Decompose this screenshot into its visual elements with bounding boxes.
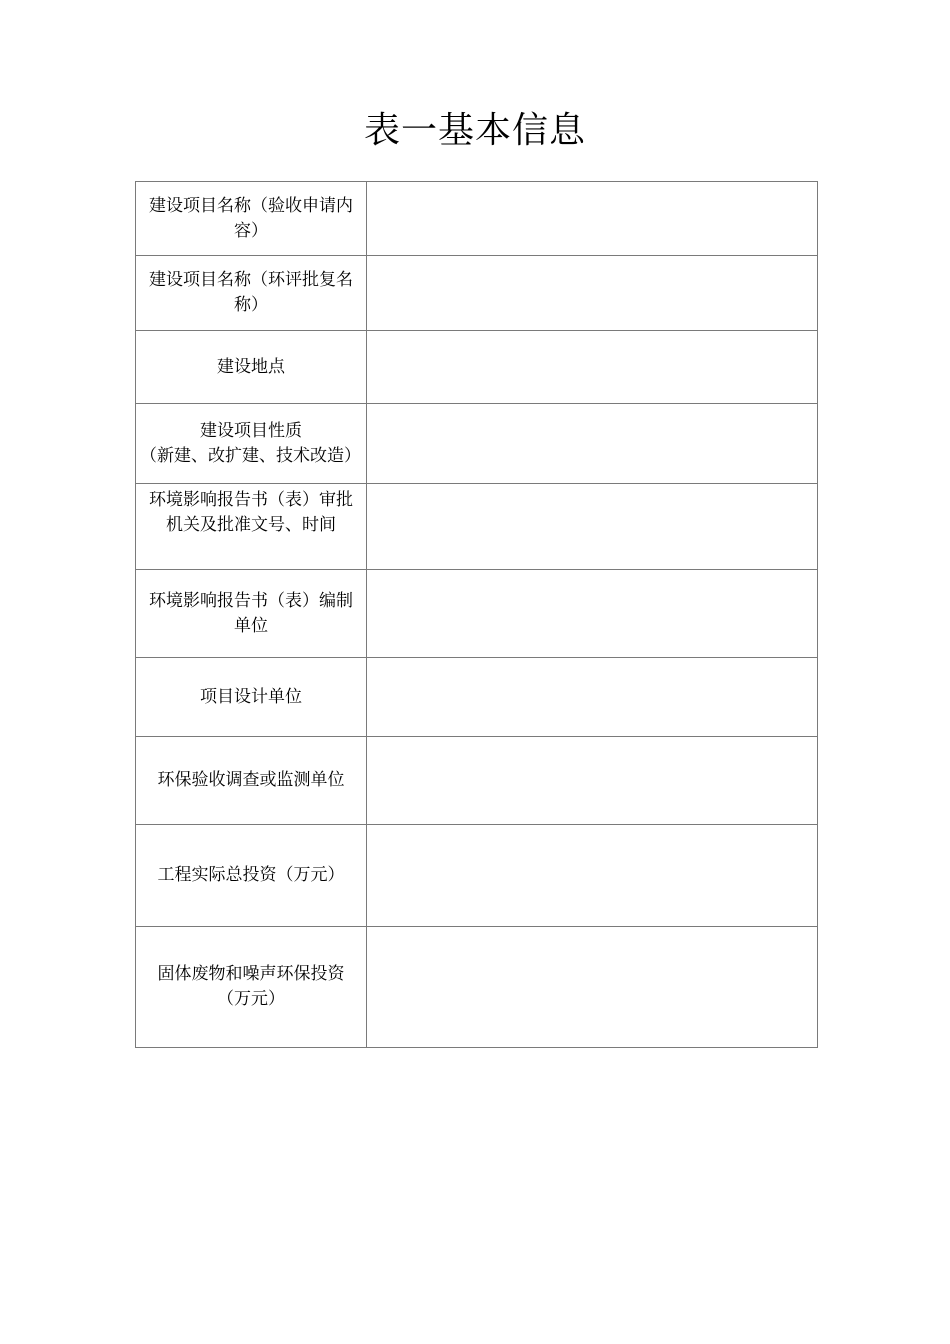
table-row bbox=[136, 484, 818, 570]
row-label-project-name-eia: 建设项目名称（环评批复名称） bbox=[136, 256, 367, 331]
row-label-design-unit: 项目设计单位 bbox=[136, 658, 367, 737]
row-value-env-investment[interactable] bbox=[367, 927, 818, 1048]
row-value-project-nature[interactable] bbox=[367, 404, 818, 484]
table-row bbox=[136, 658, 818, 737]
row-value-monitoring-unit[interactable] bbox=[367, 737, 818, 825]
table-row bbox=[136, 927, 818, 1048]
page-title: 表一基本信息 bbox=[363, 110, 586, 151]
project-nature-title: 建设项目性质 bbox=[200, 420, 302, 441]
row-value-eia-approval[interactable] bbox=[367, 484, 818, 570]
table-row bbox=[136, 825, 818, 927]
row-value-total-investment[interactable] bbox=[367, 825, 818, 927]
row-label-project-nature bbox=[136, 404, 367, 484]
table-row bbox=[136, 737, 818, 825]
row-value-project-name-acceptance[interactable] bbox=[367, 182, 818, 256]
row-label-total-investment: 工程实际总投资（万元） bbox=[136, 825, 367, 927]
row-label-eia-compiler: 环境影响报告书（表）编制单位 bbox=[136, 570, 367, 658]
table-row bbox=[136, 404, 818, 484]
table-row bbox=[136, 182, 818, 256]
row-value-eia-compiler[interactable] bbox=[367, 570, 818, 658]
row-label-monitoring-unit: 环保验收调查或监测单位 bbox=[136, 737, 367, 825]
table-row bbox=[136, 570, 818, 658]
table-row bbox=[136, 331, 818, 404]
row-label-env-investment: 固体废物和噪声环保投资（万元） bbox=[136, 927, 367, 1048]
row-label-construction-site: 建设地点 bbox=[136, 331, 367, 404]
row-value-construction-site[interactable] bbox=[367, 331, 818, 404]
row-value-design-unit[interactable] bbox=[367, 658, 818, 737]
basic-info-table bbox=[135, 181, 818, 1048]
row-value-project-name-eia[interactable] bbox=[367, 256, 818, 331]
row-label-eia-approval: 环境影响报告书（表）审批机关及批准文号、时间 bbox=[136, 484, 367, 570]
table-row bbox=[136, 256, 818, 331]
row-label-project-name-acceptance: 建设项目名称（验收申请内容） bbox=[136, 182, 367, 256]
project-nature-options: （新建、改扩建、技术改造） bbox=[140, 445, 361, 466]
